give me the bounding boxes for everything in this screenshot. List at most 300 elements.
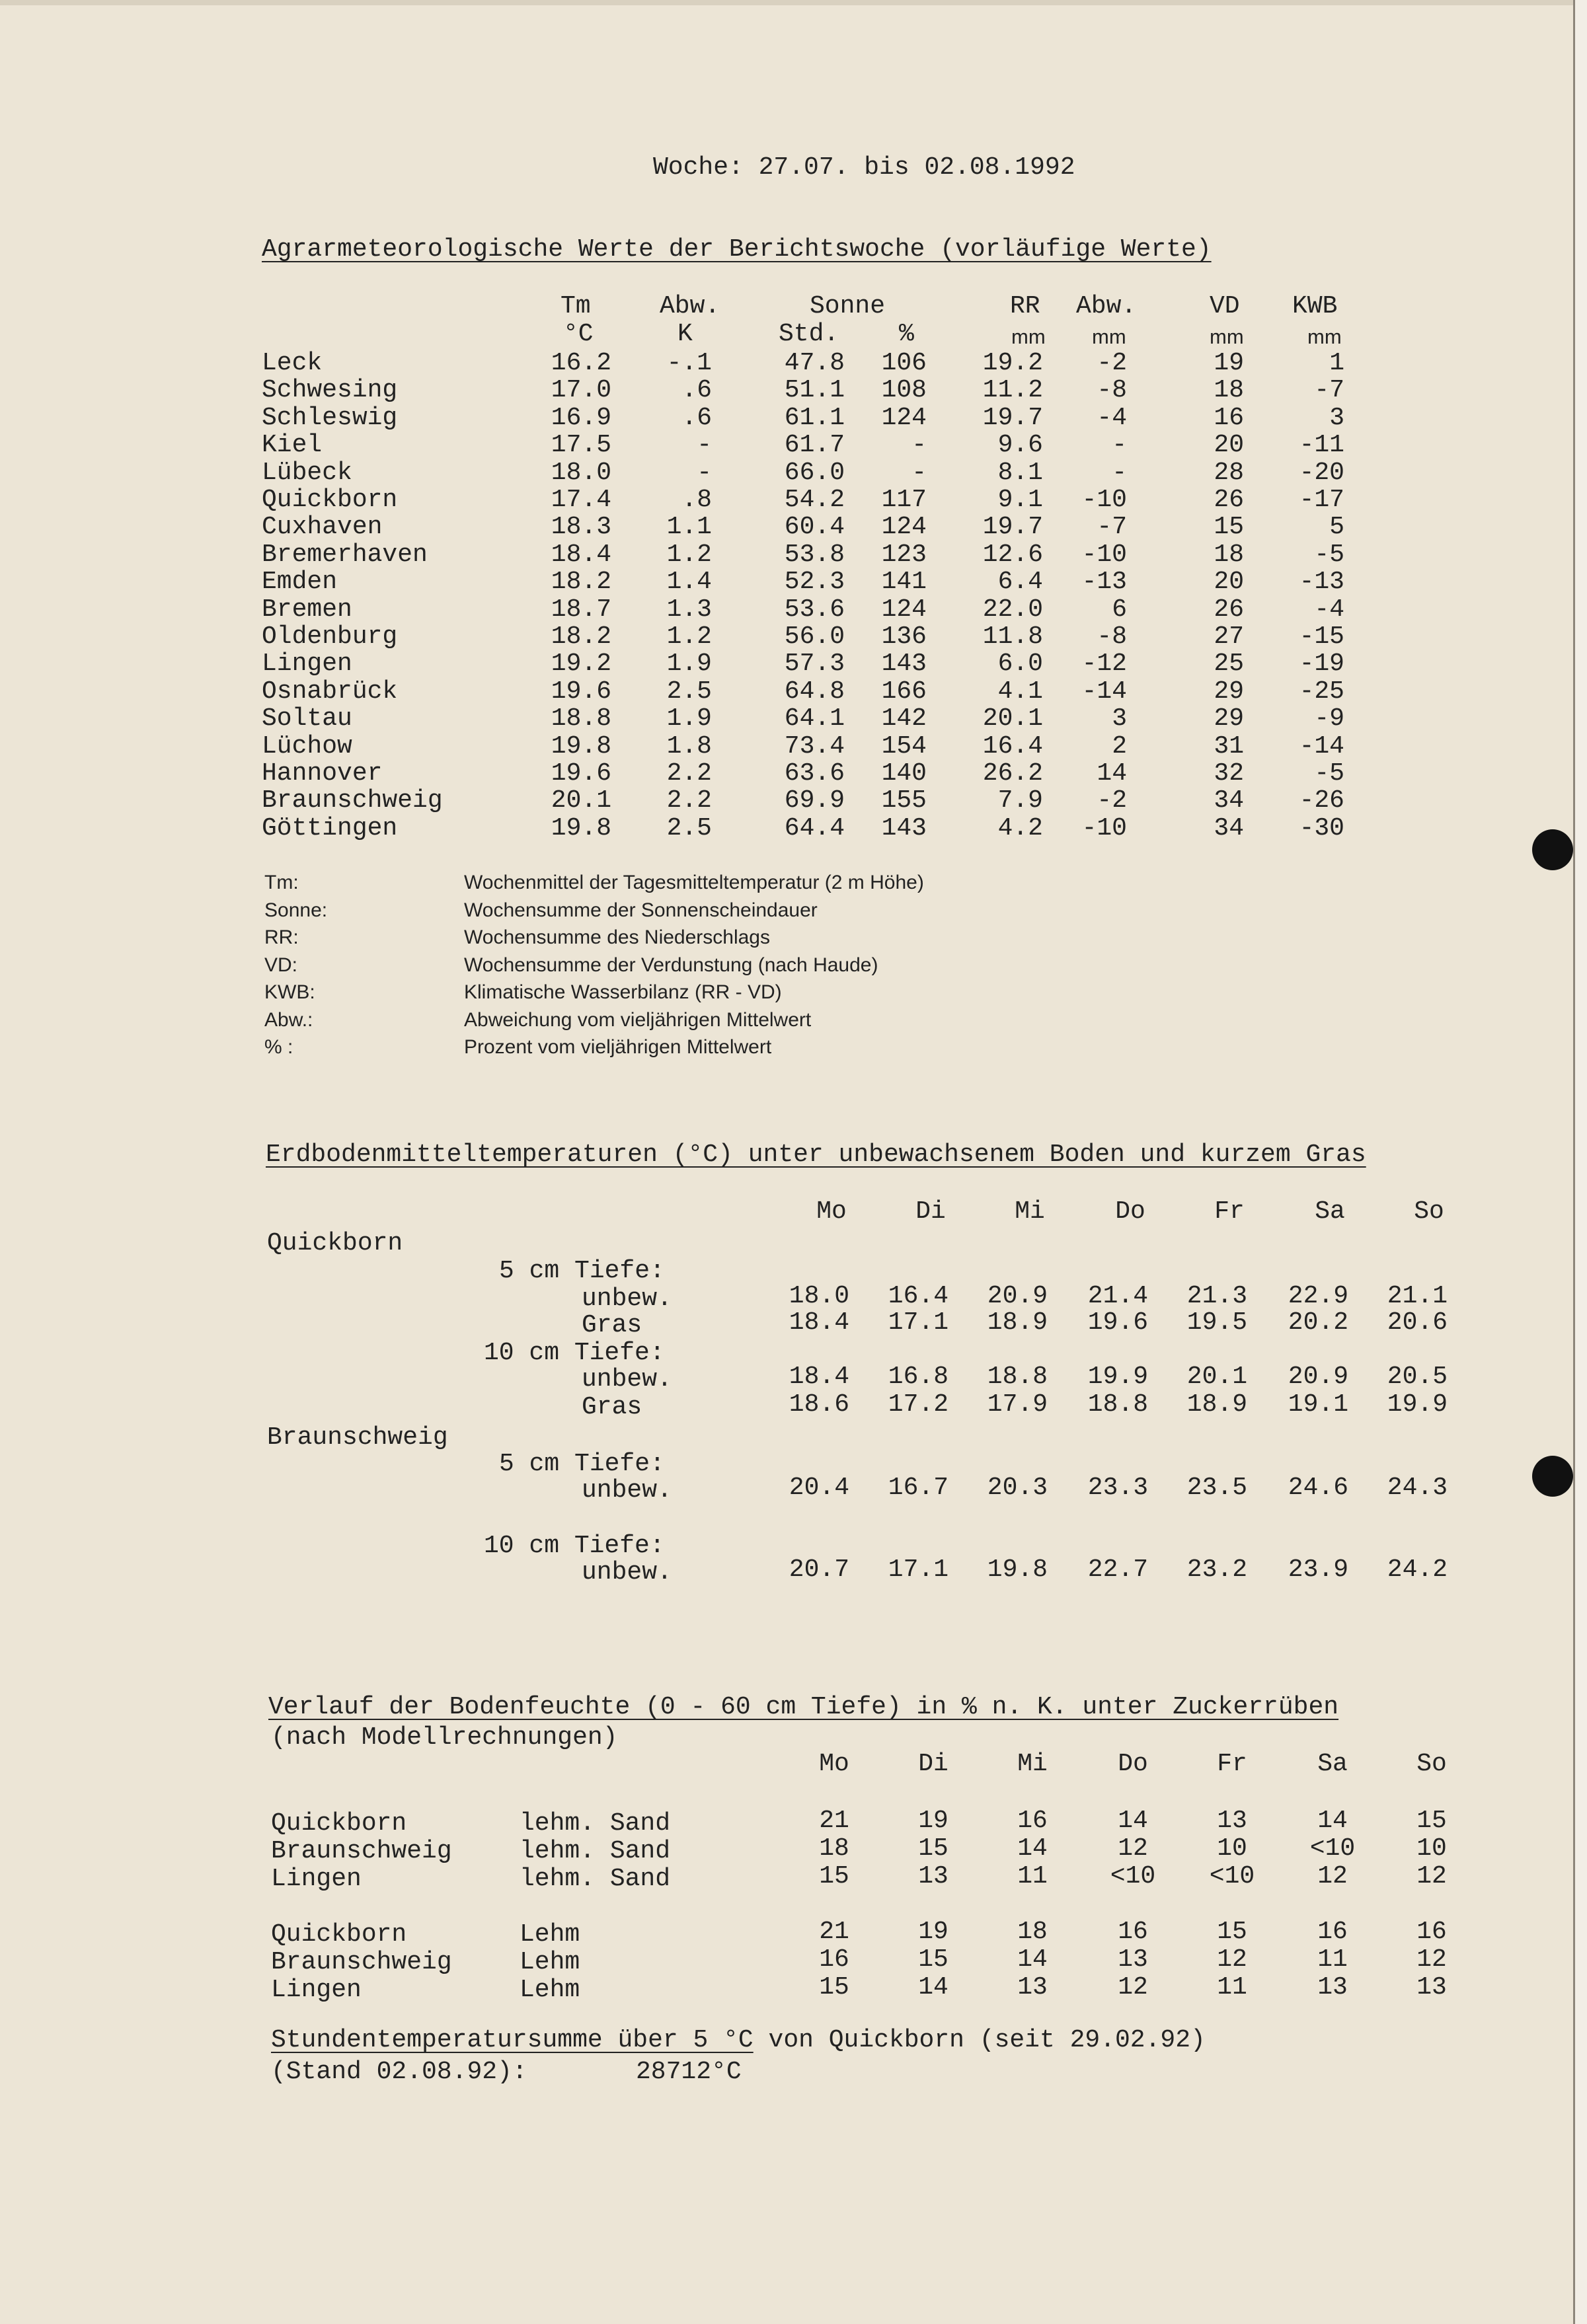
table-row — [0, 0, 1573, 28]
unbew-label: unbew. — [582, 1365, 672, 1394]
rr-value: 12.6 — [982, 541, 1043, 569]
sun-hours-value: 47.8 — [784, 349, 845, 377]
paper-right-edge — [1573, 0, 1587, 2324]
rr-value: 19.7 — [982, 513, 1043, 541]
abw-value: 2.5 — [666, 814, 712, 843]
soil-temp-value: 23.5 — [1186, 1474, 1247, 1502]
sun-percent-value: 155 — [881, 786, 927, 815]
unit-rr-abw: mm — [1092, 325, 1126, 348]
week-header: Woche: 27.07. bis 02.08.1992 — [653, 153, 1075, 182]
temp-sum-rest: von Quickborn (seit 29.02.92) — [753, 2026, 1206, 2054]
soil-temp-value: 18.9 — [1186, 1390, 1247, 1419]
temp-sum-label: Stundentemperatursumme über 5 °C — [271, 2026, 754, 2054]
vd-value: 31 — [1214, 732, 1244, 761]
rr-value: 19.2 — [982, 349, 1043, 377]
vd-value: 18 — [1214, 541, 1244, 569]
moisture-value: 16 — [1317, 1918, 1348, 1946]
kwb-value: -15 — [1299, 622, 1344, 651]
sun-percent-value: - — [911, 431, 927, 459]
soil-temp-value: 23.9 — [1288, 1556, 1348, 1584]
soil-temp-value: 20.3 — [987, 1474, 1048, 1502]
rr-value: 8.1 — [997, 459, 1043, 487]
station-name: Quickborn — [271, 1809, 407, 1838]
legend-text: Abweichung vom vieljährigen Mittelwert — [464, 1008, 812, 1031]
vd-value: 26 — [1214, 486, 1244, 514]
kwb-value: -9 — [1314, 704, 1344, 733]
sun-hours-value: 73.4 — [784, 732, 845, 761]
day-header: Do — [1115, 1197, 1145, 1226]
station-name: Lingen — [262, 650, 352, 678]
soil-temp-value: 17.1 — [888, 1308, 948, 1337]
station-name: Göttingen — [262, 814, 398, 843]
soil-temp-value: 22.7 — [1087, 1556, 1148, 1584]
abw-value: 1.9 — [666, 704, 712, 733]
day-header: So — [1416, 1750, 1447, 1778]
station-name: Cuxhaven — [262, 513, 383, 541]
tm-value: 19.8 — [551, 814, 611, 843]
sun-hours-value: 57.3 — [784, 650, 845, 678]
tm-value: 19.8 — [551, 732, 611, 761]
depth-5cm-label: 5 cm Tiefe: — [499, 1257, 665, 1285]
soil-temp-value: 17.1 — [888, 1556, 948, 1584]
abw-value: -.1 — [666, 349, 712, 377]
sun-percent-value: 166 — [881, 677, 927, 706]
kwb-value: 5 — [1329, 513, 1344, 541]
rr-value: 9.1 — [997, 486, 1043, 514]
tm-value: 18.2 — [551, 568, 611, 596]
legend-text: Wochensumme der Sonnenscheindauer — [464, 899, 818, 921]
vd-value: 29 — [1214, 677, 1244, 706]
rr-value: 16.4 — [982, 732, 1043, 761]
moisture-value: 12 — [1118, 1834, 1148, 1863]
vd-value: 20 — [1214, 568, 1244, 596]
col-kwb: KWB — [1292, 292, 1338, 320]
sun-percent-value: 136 — [881, 622, 927, 651]
tm-value: 18.3 — [551, 513, 611, 541]
moisture-value: 13 — [1118, 1945, 1148, 1974]
sun-percent-value: 124 — [881, 404, 927, 432]
rr-abw-value: - — [1112, 431, 1127, 459]
soil-temp-value: 18.8 — [1087, 1390, 1148, 1419]
kwb-value: -5 — [1314, 541, 1344, 569]
abw-value: 2.5 — [666, 677, 712, 706]
kwb-value: -14 — [1299, 732, 1344, 761]
moisture-value: 15 — [819, 1973, 849, 2002]
station-name: Braunschweig — [271, 1837, 452, 1865]
moisture-value: <10 — [1309, 1834, 1356, 1863]
soil-temp-value: 19.9 — [1387, 1390, 1448, 1419]
sun-hours-value: 56.0 — [784, 622, 845, 651]
abw-value: 2.2 — [666, 786, 712, 815]
moisture-value: 12 — [1416, 1862, 1447, 1891]
legend-key: RR: — [264, 926, 299, 948]
sun-hours-value: 52.3 — [784, 568, 845, 596]
rr-abw-value: 3 — [1112, 704, 1127, 733]
soil-temp-value: 16.4 — [888, 1282, 948, 1310]
soil-temp-value: 18.6 — [789, 1390, 849, 1419]
moisture-value: 13 — [918, 1862, 948, 1891]
soil-temp-title: Erdbodenmitteltemperaturen (°C) unter unbewachsenem Boden und kurzem Gras — [266, 1141, 1366, 1169]
vd-value: 25 — [1214, 650, 1244, 678]
kwb-value: -7 — [1314, 376, 1344, 404]
rr-value: 11.8 — [982, 622, 1043, 651]
soil-temp-value: 20.7 — [789, 1556, 849, 1584]
sun-hours-value: 64.8 — [784, 677, 845, 706]
soil-temp-value: 16.8 — [888, 1363, 948, 1391]
temp-sum-stand: (Stand 02.08.92): — [271, 2058, 527, 2086]
moisture-value: 11 — [1017, 1862, 1048, 1891]
station-name: Lüchow — [262, 732, 352, 761]
tm-value: 19.6 — [551, 677, 611, 706]
legend-key: Sonne: — [264, 899, 328, 921]
kwb-value: 1 — [1329, 349, 1344, 377]
soil-temp-value: 19.5 — [1186, 1308, 1247, 1337]
station-name: Oldenburg — [262, 622, 398, 651]
moisture-value: 19 — [918, 1807, 948, 1835]
station-name: Bremen — [262, 595, 352, 624]
day-header: Mi — [1017, 1750, 1048, 1778]
kwb-value: -20 — [1299, 459, 1344, 487]
unbew-label: unbew. — [582, 1285, 672, 1313]
punch-hole-icon — [1532, 829, 1573, 870]
rr-abw-value: -12 — [1081, 650, 1127, 678]
tm-value: 17.4 — [551, 486, 611, 514]
moisture-value: 11 — [1317, 1945, 1348, 1974]
sun-percent-value: 124 — [881, 595, 927, 624]
sun-hours-value: 63.6 — [784, 759, 845, 788]
rr-abw-value: -10 — [1081, 486, 1127, 514]
tm-value: 19.2 — [551, 650, 611, 678]
soil-temp-value: 16.7 — [888, 1474, 948, 1502]
moisture-value: 15 — [918, 1834, 948, 1863]
moisture-value: 14 — [1017, 1945, 1048, 1974]
tm-value: 20.1 — [551, 786, 611, 815]
sun-percent-value: - — [911, 459, 927, 487]
soil-temp-value: 24.6 — [1288, 1474, 1348, 1502]
moisture-value: 16 — [1017, 1807, 1048, 1835]
soil-temp-value: 20.6 — [1387, 1308, 1448, 1337]
unit-std: Std. — [779, 320, 839, 348]
rr-abw-value: - — [1112, 459, 1127, 487]
sun-percent-value: 143 — [881, 814, 927, 843]
tm-value: 16.2 — [551, 349, 611, 377]
moisture-value: 12 — [1416, 1945, 1447, 1974]
moisture-title: Verlauf der Bodenfeuchte (0 - 60 cm Tiefe) in % n. K. unter Zuckerrüben — [268, 1693, 1339, 1721]
kwb-value: -5 — [1314, 759, 1344, 788]
tm-value: 16.9 — [551, 404, 611, 432]
soil-temp-value: 18.0 — [789, 1282, 849, 1310]
unit-rr: mm — [1011, 325, 1046, 348]
tm-value: 18.2 — [551, 622, 611, 651]
rr-value: 20.1 — [982, 704, 1043, 733]
vd-value: 29 — [1214, 704, 1244, 733]
soil-temp-value: 17.2 — [888, 1390, 948, 1419]
day-header: Do — [1118, 1750, 1148, 1778]
station-name: Lingen — [271, 1865, 362, 1893]
kwb-value: -11 — [1299, 431, 1344, 459]
col-sonne: Sonne — [810, 292, 886, 320]
unit-vd: mm — [1210, 325, 1244, 348]
rr-abw-value: -8 — [1097, 622, 1127, 651]
sun-percent-value: 108 — [881, 376, 927, 404]
sun-hours-value: 53.8 — [784, 541, 845, 569]
soil-temp-value: 24.3 — [1387, 1474, 1448, 1502]
rr-value: 22.0 — [982, 595, 1043, 624]
soil-temp-value: 17.9 — [987, 1390, 1048, 1419]
kwb-value: -13 — [1299, 568, 1344, 596]
unit-abw: K — [677, 320, 693, 348]
soil-temp-value: 20.9 — [1288, 1363, 1348, 1391]
sun-percent-value: 141 — [881, 568, 927, 596]
tm-value: 18.4 — [551, 541, 611, 569]
rr-abw-value: -8 — [1097, 376, 1127, 404]
abw-value: 1.2 — [666, 622, 712, 651]
moisture-value: 12 — [1118, 1973, 1148, 2002]
sun-percent-value: 143 — [881, 650, 927, 678]
tm-value: 17.5 — [551, 431, 611, 459]
soil-type: Lehm — [520, 1948, 580, 1976]
rr-abw-value: -14 — [1081, 677, 1127, 706]
station-quickborn: Quickborn — [267, 1229, 403, 1257]
sun-percent-value: 106 — [881, 349, 927, 377]
moisture-value: 12 — [1217, 1945, 1247, 1974]
rr-value: 4.1 — [997, 677, 1043, 706]
soil-temp-value: 18.4 — [789, 1308, 849, 1337]
day-header: So — [1414, 1197, 1444, 1226]
rr-value: 19.7 — [982, 404, 1043, 432]
soil-temp-value: 21.3 — [1186, 1282, 1247, 1310]
moisture-value: 10 — [1217, 1834, 1247, 1863]
soil-temp-value: 23.3 — [1087, 1474, 1148, 1502]
col-rr: RR — [1010, 292, 1040, 320]
day-header: Fr — [1217, 1750, 1247, 1778]
sun-percent-value: 140 — [881, 759, 927, 788]
moisture-value: 16 — [1416, 1918, 1447, 1946]
sun-percent-value: 154 — [881, 732, 927, 761]
rr-value: 4.2 — [997, 814, 1043, 843]
rr-abw-value: -7 — [1097, 513, 1127, 541]
temp-sum-line — [271, 2026, 1206, 2055]
vd-value: 32 — [1214, 759, 1244, 788]
vd-value: 34 — [1214, 814, 1244, 843]
station-name: Lingen — [271, 1976, 362, 2004]
abw-value: 2.2 — [666, 759, 712, 788]
sun-hours-value: 69.9 — [784, 786, 845, 815]
moisture-subtitle: (nach Modellrechnungen) — [271, 1723, 618, 1752]
day-header: Di — [918, 1750, 948, 1778]
vd-value: 27 — [1214, 622, 1244, 651]
rr-value: 7.9 — [997, 786, 1043, 815]
moisture-value: 21 — [819, 1918, 849, 1946]
station-name: Bremerhaven — [262, 541, 428, 569]
rr-value: 9.6 — [997, 431, 1043, 459]
kwb-value: 3 — [1329, 404, 1344, 432]
station-name: Osnabrück — [262, 677, 398, 706]
gras-label: Gras — [582, 1311, 642, 1339]
moisture-value: 14 — [1317, 1807, 1348, 1835]
soil-temp-value: 20.4 — [789, 1474, 849, 1502]
station-name: Schwesing — [262, 376, 398, 404]
soil-type: Lehm — [520, 1920, 580, 1949]
moisture-value: <10 — [1110, 1862, 1156, 1891]
moisture-value: 13 — [1217, 1807, 1247, 1835]
sun-hours-value: 61.7 — [784, 431, 845, 459]
vd-value: 20 — [1214, 431, 1244, 459]
soil-temp-value: 20.2 — [1288, 1308, 1348, 1337]
sun-hours-value: 60.4 — [784, 513, 845, 541]
rr-abw-value: 2 — [1112, 732, 1127, 761]
moisture-value: 15 — [1416, 1807, 1447, 1835]
abw-value: 1.4 — [666, 568, 712, 596]
soil-temp-value: 18.9 — [987, 1308, 1048, 1337]
kwb-value: -19 — [1299, 650, 1344, 678]
legend-text: Wochensumme der Verdunstung (nach Haude) — [464, 954, 878, 976]
temp-sum-value: 28712°C — [636, 2058, 742, 2086]
sun-percent-value: 142 — [881, 704, 927, 733]
day-header: Mo — [816, 1197, 847, 1226]
moisture-value: 14 — [1017, 1834, 1048, 1863]
moisture-value: 12 — [1317, 1862, 1348, 1891]
vd-value: 15 — [1214, 513, 1244, 541]
day-header: Mi — [1015, 1197, 1045, 1226]
sun-hours-value: 66.0 — [784, 459, 845, 487]
unbew-label: unbew. — [582, 1476, 672, 1505]
unit-pct: % — [899, 320, 914, 348]
station-braunschweig: Braunschweig — [267, 1423, 448, 1452]
rr-abw-value: -2 — [1097, 349, 1127, 377]
col-rr-abw: Abw. — [1076, 292, 1137, 320]
rr-value: 6.0 — [997, 650, 1043, 678]
sun-percent-value: 123 — [881, 541, 927, 569]
tm-value: 19.6 — [551, 759, 611, 788]
abw-value: 1.3 — [666, 595, 712, 624]
moisture-value: 14 — [918, 1973, 948, 2002]
vd-value: 34 — [1214, 786, 1244, 815]
day-header: Mo — [819, 1750, 849, 1778]
moisture-value: 14 — [1118, 1807, 1148, 1835]
tm-value: 18.0 — [551, 459, 611, 487]
punch-hole-icon — [1532, 1456, 1573, 1497]
soil-temp-value: 21.1 — [1387, 1282, 1448, 1310]
kwb-value: -4 — [1314, 595, 1344, 624]
sun-percent-value: 124 — [881, 513, 927, 541]
moisture-value: 13 — [1317, 1973, 1348, 2002]
station-name: Soltau — [262, 704, 352, 733]
depth-5cm-label: 5 cm Tiefe: — [499, 1450, 665, 1478]
abw-value: .6 — [681, 404, 712, 432]
moisture-value: 16 — [1118, 1918, 1148, 1946]
day-header: Fr — [1214, 1197, 1245, 1226]
moisture-value: 18 — [819, 1834, 849, 1863]
station-name: Kiel — [262, 431, 323, 459]
soil-temp-value: 18.8 — [987, 1363, 1048, 1391]
tm-value: 18.8 — [551, 704, 611, 733]
moisture-value: 15 — [918, 1945, 948, 1974]
station-name: Schleswig — [262, 404, 398, 432]
rr-abw-value: -4 — [1097, 404, 1127, 432]
day-header: Sa — [1315, 1197, 1345, 1226]
abw-value: 1.8 — [666, 732, 712, 761]
soil-temp-value: 18.4 — [789, 1363, 849, 1391]
soil-temp-value: 19.8 — [987, 1556, 1048, 1584]
kwb-value: -25 — [1299, 677, 1344, 706]
soil-temp-value: 20.5 — [1387, 1363, 1448, 1391]
soil-temp-value: 24.2 — [1387, 1556, 1448, 1584]
legend-key: % : — [264, 1036, 293, 1058]
abw-value: 1.2 — [666, 541, 712, 569]
moisture-value: 11 — [1217, 1973, 1247, 2002]
moisture-value: 10 — [1416, 1834, 1447, 1863]
station-name: Quickborn — [271, 1920, 407, 1949]
day-header: Sa — [1317, 1750, 1348, 1778]
agrar-title: Agrarmeteorologische Werte der Berichtswoche (vorläufige Werte) — [262, 235, 1212, 264]
day-header: Di — [915, 1197, 946, 1226]
moisture-value: 16 — [819, 1945, 849, 1974]
rr-abw-value: -2 — [1097, 786, 1127, 815]
legend-text: Wochenmittel der Tagesmitteltemperatur (2 m Höhe) — [464, 872, 924, 893]
moisture-value: 13 — [1416, 1973, 1447, 2002]
soil-temp-value: 23.2 — [1186, 1556, 1247, 1584]
rr-abw-value: -10 — [1081, 541, 1127, 569]
soil-type: lehm. Sand — [520, 1865, 671, 1893]
abw-value: .6 — [681, 376, 712, 404]
unit-kwb: mm — [1307, 325, 1342, 348]
legend-text: Prozent vom vieljährigen Mittelwert — [464, 1036, 772, 1058]
soil-type: lehm. Sand — [520, 1809, 671, 1838]
moisture-value: 21 — [819, 1807, 849, 1835]
legend-key: KWB: — [264, 981, 315, 1003]
rr-abw-value: 6 — [1112, 595, 1127, 624]
station-name: Braunschweig — [271, 1948, 452, 1976]
legend-key: Tm: — [264, 872, 299, 893]
soil-temp-value: 22.9 — [1288, 1282, 1348, 1310]
tm-value: 17.0 — [551, 376, 611, 404]
rr-abw-value: -10 — [1081, 814, 1127, 843]
soil-temp-value: 19.1 — [1288, 1390, 1348, 1419]
sun-hours-value: 53.6 — [784, 595, 845, 624]
sun-hours-value: 61.1 — [784, 404, 845, 432]
sun-hours-value: 64.1 — [784, 704, 845, 733]
moisture-value: <10 — [1209, 1862, 1255, 1891]
col-tm: Tm — [561, 292, 591, 320]
soil-temp-value: 19.9 — [1087, 1363, 1148, 1391]
moisture-value: 15 — [1217, 1918, 1247, 1946]
vd-value: 16 — [1214, 404, 1244, 432]
moisture-value: 15 — [819, 1862, 849, 1891]
sun-hours-value: 64.4 — [784, 814, 845, 843]
kwb-value: -17 — [1299, 486, 1344, 514]
station-name: Lübeck — [262, 459, 352, 487]
soil-temp-value: 20.1 — [1186, 1363, 1247, 1391]
moisture-value: 13 — [1017, 1973, 1048, 2002]
legend-text: Wochensumme des Niederschlags — [464, 926, 770, 948]
station-name: Hannover — [262, 759, 383, 788]
station-name: Quickborn — [262, 486, 398, 514]
moisture-value: 18 — [1017, 1918, 1048, 1946]
vd-value: 18 — [1214, 376, 1244, 404]
abw-value: .8 — [681, 486, 712, 514]
soil-temp-value: 21.4 — [1087, 1282, 1148, 1310]
abw-value: - — [697, 431, 712, 459]
soil-type: lehm. Sand — [520, 1837, 671, 1865]
rr-abw-value: 14 — [1097, 759, 1127, 788]
unbew-label: unbew. — [582, 1558, 672, 1587]
abw-value: 1.1 — [666, 513, 712, 541]
vd-value: 26 — [1214, 595, 1244, 624]
unit-tm: °C — [563, 320, 594, 348]
soil-temp-value: 20.9 — [987, 1282, 1048, 1310]
soil-temp-value: 19.6 — [1087, 1308, 1148, 1337]
